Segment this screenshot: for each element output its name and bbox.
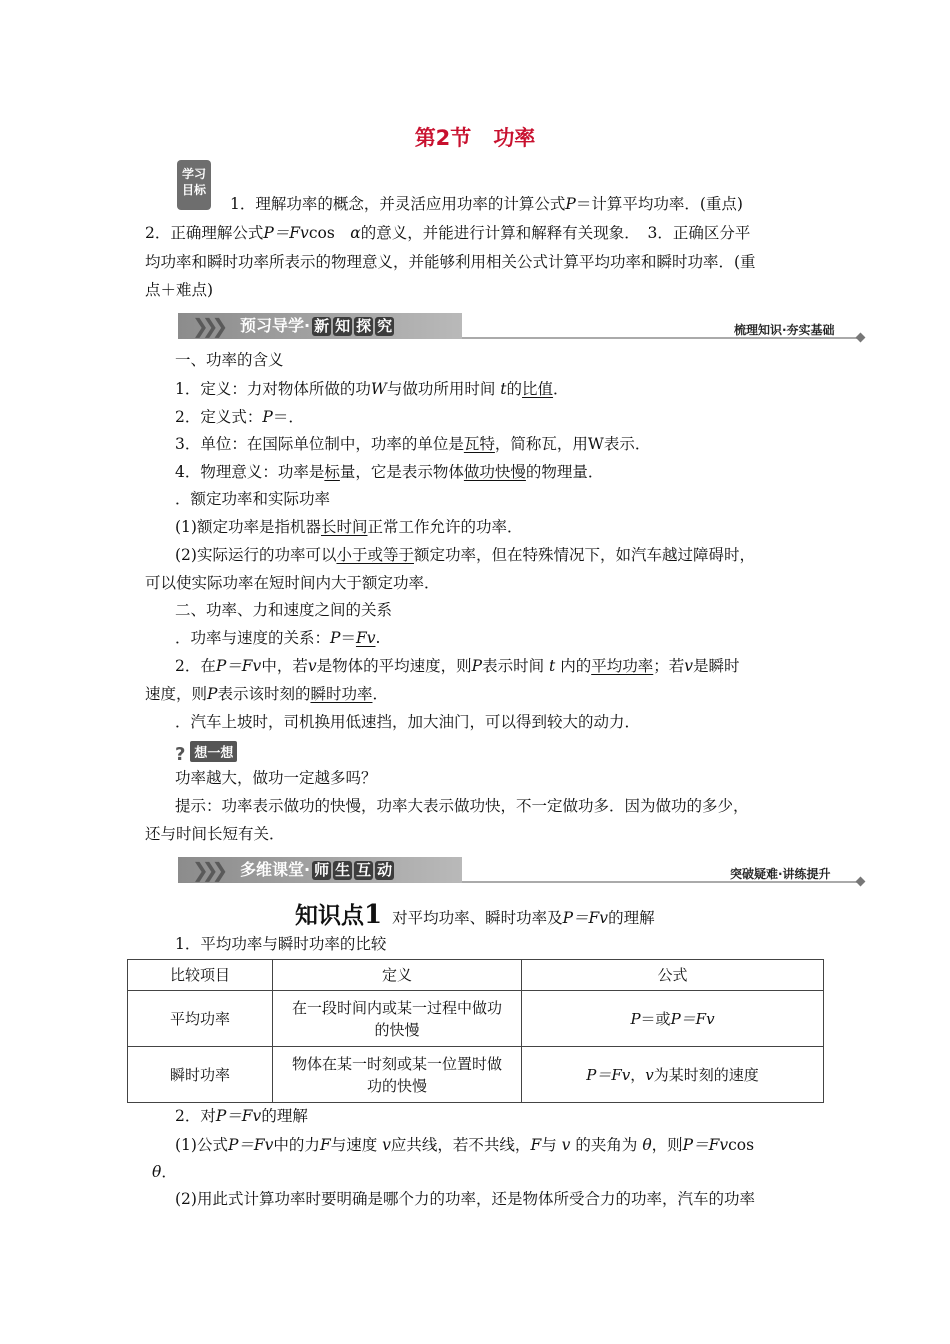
goal-line-4: 点＋难点) bbox=[145, 281, 214, 299]
table-cell: 物体在某一时刻或某一位置时做 功的快慢 bbox=[273, 1047, 522, 1103]
think-answer: 还与时间长短有关． bbox=[145, 825, 285, 843]
think-question: 功率越大，做功一定越多吗？ bbox=[175, 769, 377, 787]
table-row bbox=[128, 1047, 824, 1103]
diamond-icon bbox=[856, 877, 866, 887]
table-cell: 平均功率 bbox=[128, 991, 273, 1047]
section-heading: 2．对P＝Fv的理解 bbox=[175, 1107, 308, 1125]
paragraph: (1)公式P＝Fv中的力F与速度 v应共线，若不共线，F与 v 的夹角为 θ，则P＝Fvcos bbox=[175, 1136, 755, 1154]
paragraph: θ． bbox=[152, 1163, 177, 1181]
paragraph: (1)额定功率是指机器长时间正常工作允许的功率． bbox=[175, 518, 523, 536]
section-heading: 二、功率、力和速度之间的关系 bbox=[175, 601, 393, 619]
banner-tag: 梳理知识·夯实基础 bbox=[734, 323, 835, 337]
diamond-icon bbox=[856, 333, 866, 343]
table-cell: 在一段时间内或某一过程中做功 的快慢 bbox=[273, 991, 522, 1047]
table-cell: P＝或P＝Fv bbox=[522, 991, 824, 1047]
chevron-icon: ❯❯❯ bbox=[192, 314, 222, 338]
paragraph: 可以使实际功率在短时间内大于额定功率． bbox=[145, 574, 440, 592]
table-header-cell: 定义 bbox=[273, 960, 522, 991]
page-title: 第2节 功率 bbox=[414, 126, 536, 150]
paragraph: ．功率与速度的关系：P＝Fv. bbox=[175, 629, 381, 647]
paragraph: (2)用此式计算功率时要明确是哪个力的功率，还是物体所受合力的功率，汽车的功率 bbox=[175, 1190, 755, 1208]
section-heading: 一、功率的含义 bbox=[175, 351, 284, 369]
think-box-header bbox=[175, 741, 237, 765]
paragraph: 2．在P＝Fv中，若v是物体的平均速度，则P表示时间 t 内的平均功率；若v是瞬时 bbox=[175, 657, 740, 675]
table-cell: 瞬时功率 bbox=[128, 1047, 273, 1103]
banner-tag: 突破疑难·讲练提升 bbox=[730, 867, 831, 881]
paragraph: 4．物理意义：功率是标量，它是表示物体做功快慢的物理量． bbox=[175, 463, 604, 481]
table-cell: P＝Fv，v为某时刻的速度 bbox=[522, 1047, 824, 1103]
preview-banner: ❯❯❯ 预习导学· 新 知 探 究 bbox=[178, 313, 462, 339]
comparison-table bbox=[127, 959, 824, 1103]
paragraph: 3．单位：在国际单位制中，功率的单位是瓦特，简称瓦，用W表示． bbox=[175, 435, 651, 453]
learning-goals-badge: 学习 目标 bbox=[177, 160, 211, 210]
paragraph: (2)实际运行的功率可以小于或等于额定功率，但在特殊情况下，如汽车越过障碍时， bbox=[175, 546, 755, 564]
table-header-row bbox=[128, 960, 824, 991]
table-title: 1．平均功率与瞬时功率的比较 bbox=[175, 935, 387, 953]
table-header-cell: 公式 bbox=[522, 960, 824, 991]
think-answer: 提示：功率表示做功的快慢，功率大表示做功快，不一定做功多．因为做功的多少， bbox=[175, 797, 749, 815]
question-mark-icon: ? bbox=[175, 744, 186, 765]
goal-line-2: 2．正确理解公式P＝Fvcos α的意义，并能进行计算和解释有关现象． 3．正确区分平 bbox=[145, 224, 751, 242]
paragraph: ．汽车上坡时，司机换用低速挡，加大油门，可以得到较大的动力． bbox=[175, 713, 641, 731]
table-row bbox=[128, 991, 824, 1047]
chevron-icon: ❯❯❯ bbox=[192, 858, 222, 882]
think-label: 想一想 bbox=[190, 741, 237, 762]
table-header-cell: 比较项目 bbox=[128, 960, 273, 991]
classroom-banner: ❯❯❯ 多维课堂· 师 生 互 动 bbox=[178, 857, 462, 883]
goal-line-1: 1．理解功率的概念，并灵活应用功率的计算公式P＝计算平均功率．(重点) bbox=[230, 195, 743, 213]
paragraph: 2．定义式：P＝． bbox=[175, 408, 304, 426]
knowledge-point-heading: 知识点1 对平均功率、瞬时功率及P＝Fv的理解 bbox=[295, 900, 655, 930]
paragraph: ．额定功率和实际功率 bbox=[175, 490, 331, 508]
goal-line-3: 均功率和瞬时功率所表示的物理意义，并能够利用相关公式计算平均功率和瞬时功率．(重 bbox=[145, 253, 756, 271]
paragraph: 1．定义：力对物体所做的功W与做功所用时间 t的比值． bbox=[175, 380, 569, 398]
paragraph: 速度，则P表示该时刻的瞬时功率． bbox=[145, 685, 388, 703]
